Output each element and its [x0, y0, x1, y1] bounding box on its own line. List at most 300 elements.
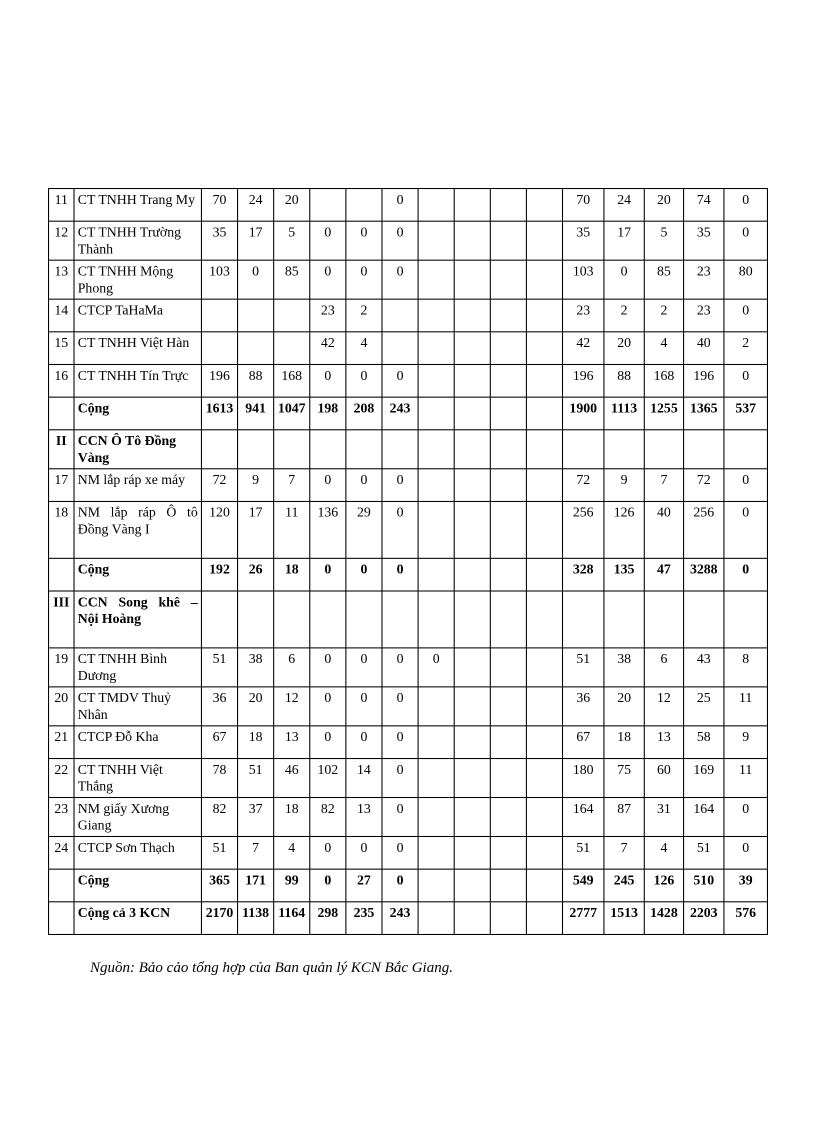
table-cell [526, 759, 562, 798]
table-cell [490, 759, 526, 798]
table-cell: 0 [346, 836, 382, 869]
table-row [49, 759, 768, 798]
row-number: 11 [49, 189, 74, 222]
table-cell: 88 [604, 364, 644, 397]
table-cell: 126 [644, 869, 683, 902]
table-cell [526, 501, 562, 558]
table-cell [526, 798, 562, 837]
table-cell [644, 591, 683, 648]
table-body [49, 189, 768, 935]
table-cell: 0 [382, 221, 418, 260]
row-number: 17 [49, 469, 74, 502]
table-cell: 120 [201, 501, 237, 558]
table-cell [418, 332, 454, 365]
table-cell [684, 430, 724, 469]
table-cell: 0 [382, 759, 418, 798]
table-cell: 24 [604, 189, 644, 222]
table-cell [526, 364, 562, 397]
table-cell [490, 397, 526, 430]
row-number: 24 [49, 836, 74, 869]
row-number: III [49, 591, 74, 648]
table-cell [490, 558, 526, 591]
table-row [49, 221, 768, 260]
table-cell: 0 [724, 299, 768, 332]
table-cell [201, 332, 237, 365]
table-cell: 941 [238, 397, 274, 430]
table-cell [490, 648, 526, 687]
table-cell: 20 [604, 332, 644, 365]
row-name: Cộng [74, 558, 201, 591]
table-cell: 0 [310, 836, 346, 869]
table-cell: 0 [346, 648, 382, 687]
table-cell [418, 469, 454, 502]
row-number: 13 [49, 260, 74, 299]
row-number: 22 [49, 759, 74, 798]
table-cell: 6 [274, 648, 310, 687]
row-name: CT TMDV Thuỷ Nhân [74, 687, 201, 726]
table-cell [454, 591, 490, 648]
table-cell [454, 332, 490, 365]
table-cell: 0 [382, 364, 418, 397]
table-cell [274, 591, 310, 648]
table-cell: 42 [563, 332, 604, 365]
table-cell: 0 [382, 501, 418, 558]
row-number: 18 [49, 501, 74, 558]
table-cell: 2203 [684, 902, 724, 935]
table-cell: 196 [563, 364, 604, 397]
table-cell: 14 [346, 759, 382, 798]
table-cell: 164 [684, 798, 724, 837]
table-cell: 11 [724, 687, 768, 726]
table-cell [684, 591, 724, 648]
row-name: Cộng cả 3 KCN [74, 902, 201, 935]
row-name: CTCP TaHaMa [74, 299, 201, 332]
table-cell [274, 430, 310, 469]
table-cell [454, 501, 490, 558]
table-cell [490, 501, 526, 558]
table-cell [563, 430, 604, 469]
table-cell: 13 [274, 726, 310, 759]
table-cell [418, 726, 454, 759]
table-cell [454, 299, 490, 332]
table-cell [454, 798, 490, 837]
table-cell [454, 902, 490, 935]
table-cell [310, 430, 346, 469]
section-row [49, 591, 768, 648]
table-cell: 51 [563, 836, 604, 869]
table-cell: 0 [346, 558, 382, 591]
table-cell: 0 [310, 869, 346, 902]
table-cell [382, 430, 418, 469]
table-cell: 67 [201, 726, 237, 759]
table-cell: 18 [274, 798, 310, 837]
table-cell: 6 [644, 648, 683, 687]
table-cell: 126 [604, 501, 644, 558]
table-cell: 70 [563, 189, 604, 222]
table-cell: 2 [346, 299, 382, 332]
table-cell: 9 [604, 469, 644, 502]
table-cell [382, 591, 418, 648]
table-cell [238, 299, 274, 332]
table-cell: 243 [382, 397, 418, 430]
table-cell: 5 [644, 221, 683, 260]
table-cell [490, 332, 526, 365]
table-cell: 256 [684, 501, 724, 558]
table-cell: 36 [563, 687, 604, 726]
source-note: Nguồn: Bảo cảo tổng hợp của Ban quản lý KCN Bắc Giang. [90, 960, 453, 976]
table-cell: 12 [274, 687, 310, 726]
row-number: 12 [49, 221, 74, 260]
table-cell: 4 [644, 836, 683, 869]
table-cell: 192 [201, 558, 237, 591]
table-cell [346, 189, 382, 222]
table-cell [526, 648, 562, 687]
table-cell: 0 [346, 221, 382, 260]
table-cell: 35 [563, 221, 604, 260]
table-cell [454, 260, 490, 299]
table-cell [724, 430, 768, 469]
table-cell [526, 869, 562, 902]
table-cell [490, 469, 526, 502]
table-cell: 1365 [684, 397, 724, 430]
table-cell [526, 687, 562, 726]
table-cell: 510 [684, 869, 724, 902]
table-cell: 196 [684, 364, 724, 397]
table-cell [490, 591, 526, 648]
table-cell: 2777 [563, 902, 604, 935]
table-row [49, 364, 768, 397]
table-cell: 549 [563, 869, 604, 902]
table-cell: 328 [563, 558, 604, 591]
table-cell [418, 299, 454, 332]
total-row [49, 869, 768, 902]
table-cell: 13 [346, 798, 382, 837]
table-cell: 171 [238, 869, 274, 902]
table-cell: 0 [238, 260, 274, 299]
row-name: CCN Song khê – Nội Hoàng [74, 591, 201, 648]
table-cell [454, 726, 490, 759]
row-number: 19 [49, 648, 74, 687]
table-cell: 40 [684, 332, 724, 365]
table-cell [454, 221, 490, 260]
table-cell [454, 759, 490, 798]
table-row [49, 687, 768, 726]
table-cell: 24 [238, 189, 274, 222]
table-cell [454, 558, 490, 591]
table-cell: 0 [346, 726, 382, 759]
row-number: 14 [49, 299, 74, 332]
table-cell: 0 [724, 501, 768, 558]
table-cell: 13 [644, 726, 683, 759]
table-cell: 0 [724, 221, 768, 260]
table-cell: 0 [310, 558, 346, 591]
table-cell [604, 591, 644, 648]
table-cell: 17 [238, 501, 274, 558]
table-cell: 0 [724, 558, 768, 591]
table-cell [418, 902, 454, 935]
table-cell: 18 [238, 726, 274, 759]
table-cell [310, 189, 346, 222]
table-cell: 25 [684, 687, 724, 726]
table-cell: 168 [274, 364, 310, 397]
table-cell [238, 332, 274, 365]
table-cell: 0 [310, 648, 346, 687]
row-number [49, 397, 74, 430]
row-number [49, 902, 74, 935]
table-cell: 1428 [644, 902, 683, 935]
table-cell: 40 [644, 501, 683, 558]
table-cell [490, 189, 526, 222]
table-cell [418, 869, 454, 902]
table-cell: 0 [382, 260, 418, 299]
table-cell: 7 [604, 836, 644, 869]
table-row [49, 189, 768, 222]
table-cell: 82 [310, 798, 346, 837]
table-row [49, 836, 768, 869]
row-number: 21 [49, 726, 74, 759]
row-name: Cộng [74, 397, 201, 430]
table-cell [418, 759, 454, 798]
table-row [49, 648, 768, 687]
table-cell [418, 430, 454, 469]
table-cell: 2 [644, 299, 683, 332]
table-cell: 88 [238, 364, 274, 397]
table-cell: 72 [563, 469, 604, 502]
table-cell: 23 [310, 299, 346, 332]
table-cell: 0 [382, 189, 418, 222]
table-cell: 75 [604, 759, 644, 798]
row-name: NM lắp ráp xe máy [74, 469, 201, 502]
table-cell: 196 [201, 364, 237, 397]
row-name: CT TNHH Việt Thắng [74, 759, 201, 798]
table-cell: 1113 [604, 397, 644, 430]
table-cell [454, 687, 490, 726]
table-row [49, 469, 768, 502]
table-row [49, 299, 768, 332]
table-cell: 0 [310, 726, 346, 759]
table-cell [274, 332, 310, 365]
table-cell: 8 [724, 648, 768, 687]
table-cell [526, 189, 562, 222]
row-number: 16 [49, 364, 74, 397]
table-cell [724, 591, 768, 648]
table-cell [454, 430, 490, 469]
table-cell: 298 [310, 902, 346, 935]
table-cell: 1900 [563, 397, 604, 430]
table-cell: 31 [644, 798, 683, 837]
table-cell: 11 [274, 501, 310, 558]
table-cell: 23 [684, 260, 724, 299]
table-cell: 1255 [644, 397, 683, 430]
table-cell: 0 [382, 726, 418, 759]
row-name: Cộng [74, 869, 201, 902]
table-cell [418, 591, 454, 648]
table-cell [418, 221, 454, 260]
table-cell: 0 [346, 260, 382, 299]
table-cell: 576 [724, 902, 768, 935]
table-cell: 36 [201, 687, 237, 726]
table-cell: 35 [201, 221, 237, 260]
table-cell [346, 591, 382, 648]
table-cell: 51 [201, 836, 237, 869]
table-cell: 58 [684, 726, 724, 759]
table-cell: 3288 [684, 558, 724, 591]
table-cell: 2170 [201, 902, 237, 935]
table-cell: 0 [310, 260, 346, 299]
row-name: CCN Ô Tô Đồng Vàng [74, 430, 201, 469]
table-cell: 72 [201, 469, 237, 502]
table-cell [490, 869, 526, 902]
table-cell [490, 299, 526, 332]
table-cell: 85 [644, 260, 683, 299]
row-name: CT TNHH Mộng Phong [74, 260, 201, 299]
table-cell: 20 [604, 687, 644, 726]
table-cell: 169 [684, 759, 724, 798]
table-cell: 70 [201, 189, 237, 222]
table-cell [201, 591, 237, 648]
table-cell: 0 [418, 648, 454, 687]
table-cell: 0 [724, 798, 768, 837]
table-cell [418, 687, 454, 726]
table-cell: 20 [274, 189, 310, 222]
table-cell: 51 [563, 648, 604, 687]
row-name: CT TNHH Trường Thành [74, 221, 201, 260]
table-cell: 87 [604, 798, 644, 837]
table-cell [382, 332, 418, 365]
table-cell: 0 [382, 687, 418, 726]
table-cell: 1613 [201, 397, 237, 430]
table-cell: 18 [604, 726, 644, 759]
table-cell [201, 430, 237, 469]
table-cell: 4 [346, 332, 382, 365]
table-cell: 60 [644, 759, 683, 798]
table-cell: 135 [604, 558, 644, 591]
table-cell: 37 [238, 798, 274, 837]
table-cell: 78 [201, 759, 237, 798]
table-cell: 51 [201, 648, 237, 687]
table-cell [418, 260, 454, 299]
table-cell [526, 558, 562, 591]
table-cell: 0 [724, 469, 768, 502]
row-number: II [49, 430, 74, 469]
table-cell [382, 299, 418, 332]
table-cell: 1164 [274, 902, 310, 935]
table-cell: 365 [201, 869, 237, 902]
table-cell: 80 [724, 260, 768, 299]
table-cell: 0 [346, 364, 382, 397]
table-cell: 20 [644, 189, 683, 222]
row-name: NM lắp ráp Ô tô Đồng Vàng I [74, 501, 201, 558]
table-cell: 99 [274, 869, 310, 902]
table-cell: 47 [644, 558, 683, 591]
table-cell [418, 798, 454, 837]
table-cell: 243 [382, 902, 418, 935]
table-row [49, 332, 768, 365]
table-cell [418, 189, 454, 222]
table-cell: 18 [274, 558, 310, 591]
table-cell [526, 902, 562, 935]
table-cell [310, 591, 346, 648]
table-cell [490, 364, 526, 397]
table-cell: 38 [604, 648, 644, 687]
table-cell: 7 [644, 469, 683, 502]
total-row [49, 558, 768, 591]
table-cell: 20 [238, 687, 274, 726]
table-cell: 103 [201, 260, 237, 299]
table-cell [418, 501, 454, 558]
table-cell: 5 [274, 221, 310, 260]
table-cell: 208 [346, 397, 382, 430]
table-cell [238, 430, 274, 469]
table-cell: 67 [563, 726, 604, 759]
row-number [49, 558, 74, 591]
row-name: CTCP Đỗ Kha [74, 726, 201, 759]
table-cell: 0 [382, 836, 418, 869]
table-cell [526, 726, 562, 759]
table-cell: 256 [563, 501, 604, 558]
table-cell: 17 [238, 221, 274, 260]
table-cell: 43 [684, 648, 724, 687]
table-cell [454, 469, 490, 502]
total-row [49, 397, 768, 430]
table-cell [490, 836, 526, 869]
table-cell: 26 [238, 558, 274, 591]
table-cell: 38 [238, 648, 274, 687]
row-name: CTCP Sơn Thạch [74, 836, 201, 869]
table-cell: 1513 [604, 902, 644, 935]
table-cell [346, 430, 382, 469]
table-cell: 23 [563, 299, 604, 332]
table-cell [201, 299, 237, 332]
table-cell: 2 [604, 299, 644, 332]
table-cell [454, 869, 490, 902]
table-cell [644, 430, 683, 469]
table-cell [418, 397, 454, 430]
table-cell: 168 [644, 364, 683, 397]
row-name: NM giấy Xương Giang [74, 798, 201, 837]
table-cell: 1047 [274, 397, 310, 430]
table-cell: 0 [310, 469, 346, 502]
table-cell: 4 [644, 332, 683, 365]
row-number: 15 [49, 332, 74, 365]
table-row [49, 260, 768, 299]
table-cell [526, 221, 562, 260]
table-cell: 0 [310, 221, 346, 260]
table-cell [490, 221, 526, 260]
table-cell: 0 [310, 687, 346, 726]
table-cell: 23 [684, 299, 724, 332]
table-cell [454, 836, 490, 869]
table-cell: 198 [310, 397, 346, 430]
table-cell [526, 332, 562, 365]
table-cell [454, 648, 490, 687]
table-cell [563, 591, 604, 648]
table-cell: 29 [346, 501, 382, 558]
table-cell [604, 430, 644, 469]
table-cell [526, 469, 562, 502]
table-row [49, 726, 768, 759]
table-cell [526, 397, 562, 430]
table-cell: 9 [238, 469, 274, 502]
table-cell: 17 [604, 221, 644, 260]
section-row [49, 430, 768, 469]
table-cell [526, 260, 562, 299]
table-cell [526, 299, 562, 332]
row-number: 23 [49, 798, 74, 837]
table-cell [526, 836, 562, 869]
table-cell [418, 364, 454, 397]
table-cell: 39 [724, 869, 768, 902]
